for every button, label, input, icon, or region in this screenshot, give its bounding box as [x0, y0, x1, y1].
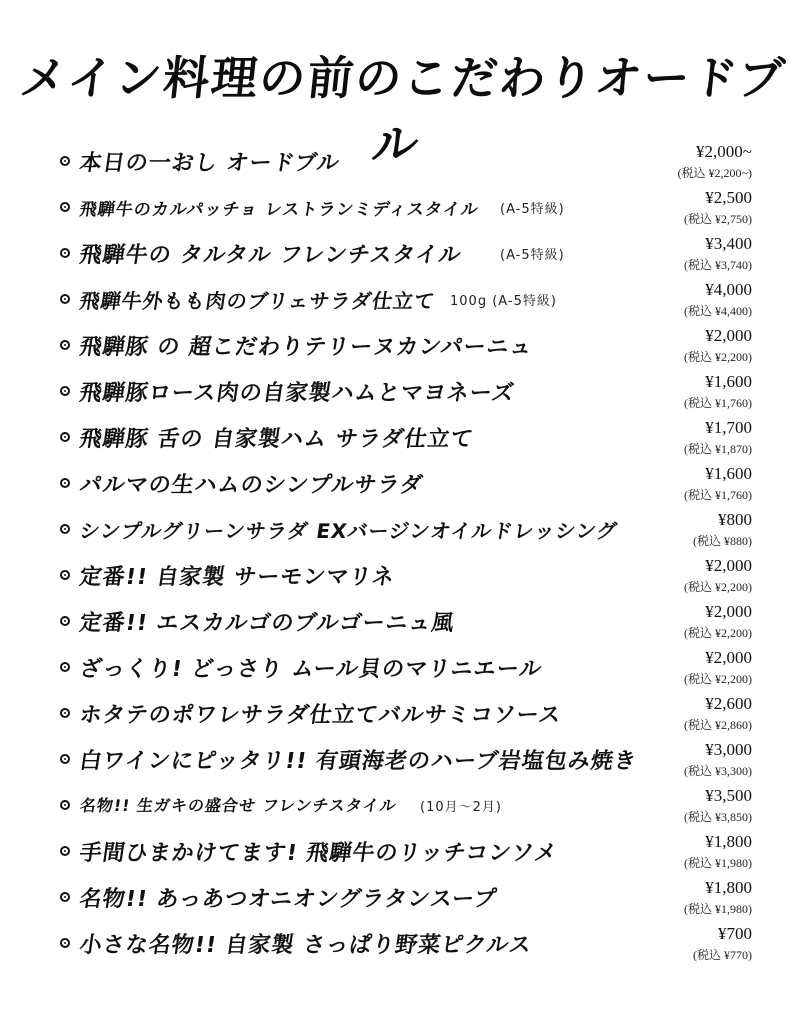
menu-list	[60, 142, 760, 970]
menu-item-price: ¥2,000	[705, 648, 752, 667]
bullet-circle-icon	[60, 294, 70, 304]
bullet-circle-icon	[60, 478, 70, 488]
menu-item-name: 飛騨牛のカルパッチョ レストランミディスタイル	[78, 199, 481, 220]
menu-item	[60, 556, 760, 602]
bullet-circle-icon	[60, 892, 70, 902]
bullet-circle-icon	[60, 202, 70, 212]
menu-item	[60, 188, 760, 234]
menu-item-note: 100g (A-5特級)	[450, 294, 557, 309]
menu-item-tax-price: (税込 ¥1,980)	[684, 902, 752, 916]
menu-item-price: ¥2,000~	[696, 142, 752, 161]
menu-item-name: 飛騨牛の タルタル フレンチスタイル	[77, 243, 464, 268]
bullet-circle-icon	[60, 616, 70, 626]
menu-item-note: (10月～2月)	[420, 800, 502, 815]
menu-item-name: 定番!! 自家製 サーモンマリネ	[77, 565, 397, 590]
menu-item-name: 飛騨豚ロース肉の自家製ハムとマヨネーズ	[77, 381, 517, 406]
menu-item-price: ¥4,000	[705, 280, 752, 299]
menu-item-name: ホタテのポワレサラダ仕立てバルサミコソース	[77, 703, 564, 728]
menu-item	[60, 878, 760, 924]
menu-item-price: ¥2,500	[705, 188, 752, 207]
menu-item-tax-price: (税込 ¥1,760)	[684, 488, 752, 502]
menu-item	[60, 234, 760, 280]
menu-item-price: ¥1,800	[705, 878, 752, 897]
menu-item-tax-price: (税込 ¥2,860)	[684, 718, 752, 732]
menu-item-name: 名物!! 生ガキの盛合せ フレンチスタイル	[78, 796, 398, 815]
menu-item-price: ¥800	[718, 510, 752, 529]
menu-item	[60, 832, 760, 878]
menu-item-tax-price: (税込 ¥2,200)	[684, 350, 752, 364]
menu-item-tax-price: (税込 ¥2,200)	[684, 672, 752, 686]
menu-item-name: 小さな名物!! 自家製 さっぱり野菜ピクルス	[77, 933, 534, 958]
menu-item-note: (A-5特級)	[500, 202, 565, 217]
menu-item-name: シンプルグリーンサラダ EXバージンオイルドレッシング	[78, 519, 620, 543]
menu-item-price: ¥1,600	[705, 372, 752, 391]
menu-item	[60, 464, 760, 510]
bullet-circle-icon	[60, 662, 70, 672]
menu-item-tax-price: (税込 ¥4,400)	[684, 304, 752, 318]
bullet-circle-icon	[60, 432, 70, 442]
menu-item	[60, 924, 760, 970]
bullet-circle-icon	[60, 524, 70, 534]
menu-item-price: ¥1,600	[705, 464, 752, 483]
bullet-circle-icon	[60, 386, 70, 396]
menu-item	[60, 326, 760, 372]
menu-item-name: 飛騨豚 舌の 自家製ハム サラダ仕立て	[77, 427, 476, 452]
menu-item-tax-price: (税込 ¥3,740)	[684, 258, 752, 272]
menu-item-price: ¥2,000	[705, 602, 752, 621]
menu-item-tax-price: (税込 ¥2,200)	[684, 626, 752, 640]
menu-item-tax-price: (税込 ¥1,760)	[684, 396, 752, 410]
bullet-circle-icon	[60, 754, 70, 764]
menu-item-name: 飛騨豚 の 超こだわりテリーヌカンパーニュ	[77, 335, 535, 360]
menu-item-tax-price: (税込 ¥3,300)	[684, 764, 752, 778]
bullet-circle-icon	[60, 846, 70, 856]
menu-item-tax-price: (税込 ¥880)	[693, 534, 752, 548]
menu-item-tax-price: (税込 ¥2,750)	[684, 212, 752, 226]
menu-item-price: ¥3,500	[705, 786, 752, 805]
menu-item-price: ¥700	[718, 924, 752, 943]
menu-item-tax-price: (税込 ¥2,200)	[684, 580, 752, 594]
menu-item	[60, 602, 760, 648]
bullet-circle-icon	[60, 156, 70, 166]
menu-item-tax-price: (税込 ¥1,870)	[684, 442, 752, 456]
menu-item-name: ざっくり! どっさり ムール貝のマリニエール	[77, 657, 544, 682]
menu-item	[60, 510, 760, 556]
menu-item-note: (A-5特級)	[500, 248, 565, 263]
menu-item	[60, 280, 760, 326]
menu-item	[60, 418, 760, 464]
menu-item-price: ¥2,000	[705, 556, 752, 575]
menu-item	[60, 648, 760, 694]
bullet-circle-icon	[60, 570, 70, 580]
page-title: メイン料理の前のこだわりオードブル	[17, 51, 789, 171]
bullet-circle-icon	[60, 800, 70, 810]
bullet-circle-icon	[60, 340, 70, 350]
menu-item	[60, 740, 760, 786]
menu-item-name: 名物!! あっあつオニオングラタンスープ	[77, 887, 499, 912]
menu-item-price: ¥2,600	[705, 694, 752, 713]
menu-item-price: ¥1,800	[705, 832, 752, 851]
menu-item	[60, 786, 760, 832]
bullet-circle-icon	[60, 708, 70, 718]
menu-item-name: 飛騨牛外もも肉のブリェサラダ仕立て	[78, 289, 437, 313]
menu-item-price: ¥3,400	[705, 234, 752, 253]
menu-item-name: パルマの生ハムのシンプルサラダ	[77, 473, 425, 498]
menu-item	[60, 142, 760, 188]
menu-item-name: 白ワインにピッタリ!! 有頭海老のハーブ岩塩包み焼き	[77, 749, 639, 774]
menu-item	[60, 372, 760, 418]
menu-item-name: 定番!! エスカルゴのブルゴーニュ風	[77, 611, 457, 636]
bullet-circle-icon	[60, 938, 70, 948]
menu-item-tax-price: (税込 ¥2,200~)	[677, 166, 752, 180]
menu-item-price: ¥1,700	[705, 418, 752, 437]
menu-item	[60, 694, 760, 740]
menu-item-price: ¥3,000	[705, 740, 752, 759]
menu-item-tax-price: (税込 ¥1,980)	[684, 856, 752, 870]
menu-item-tax-price: (税込 ¥3,850)	[684, 810, 752, 824]
menu-item-price: ¥2,000	[705, 326, 752, 345]
menu-item-name: 本日の一おし オードブル	[77, 151, 342, 176]
bullet-circle-icon	[60, 248, 70, 258]
menu-item-tax-price: (税込 ¥770)	[693, 948, 752, 962]
menu-item-name: 手間ひまかけてます! 飛騨牛のリッチコンソメ	[77, 841, 559, 866]
